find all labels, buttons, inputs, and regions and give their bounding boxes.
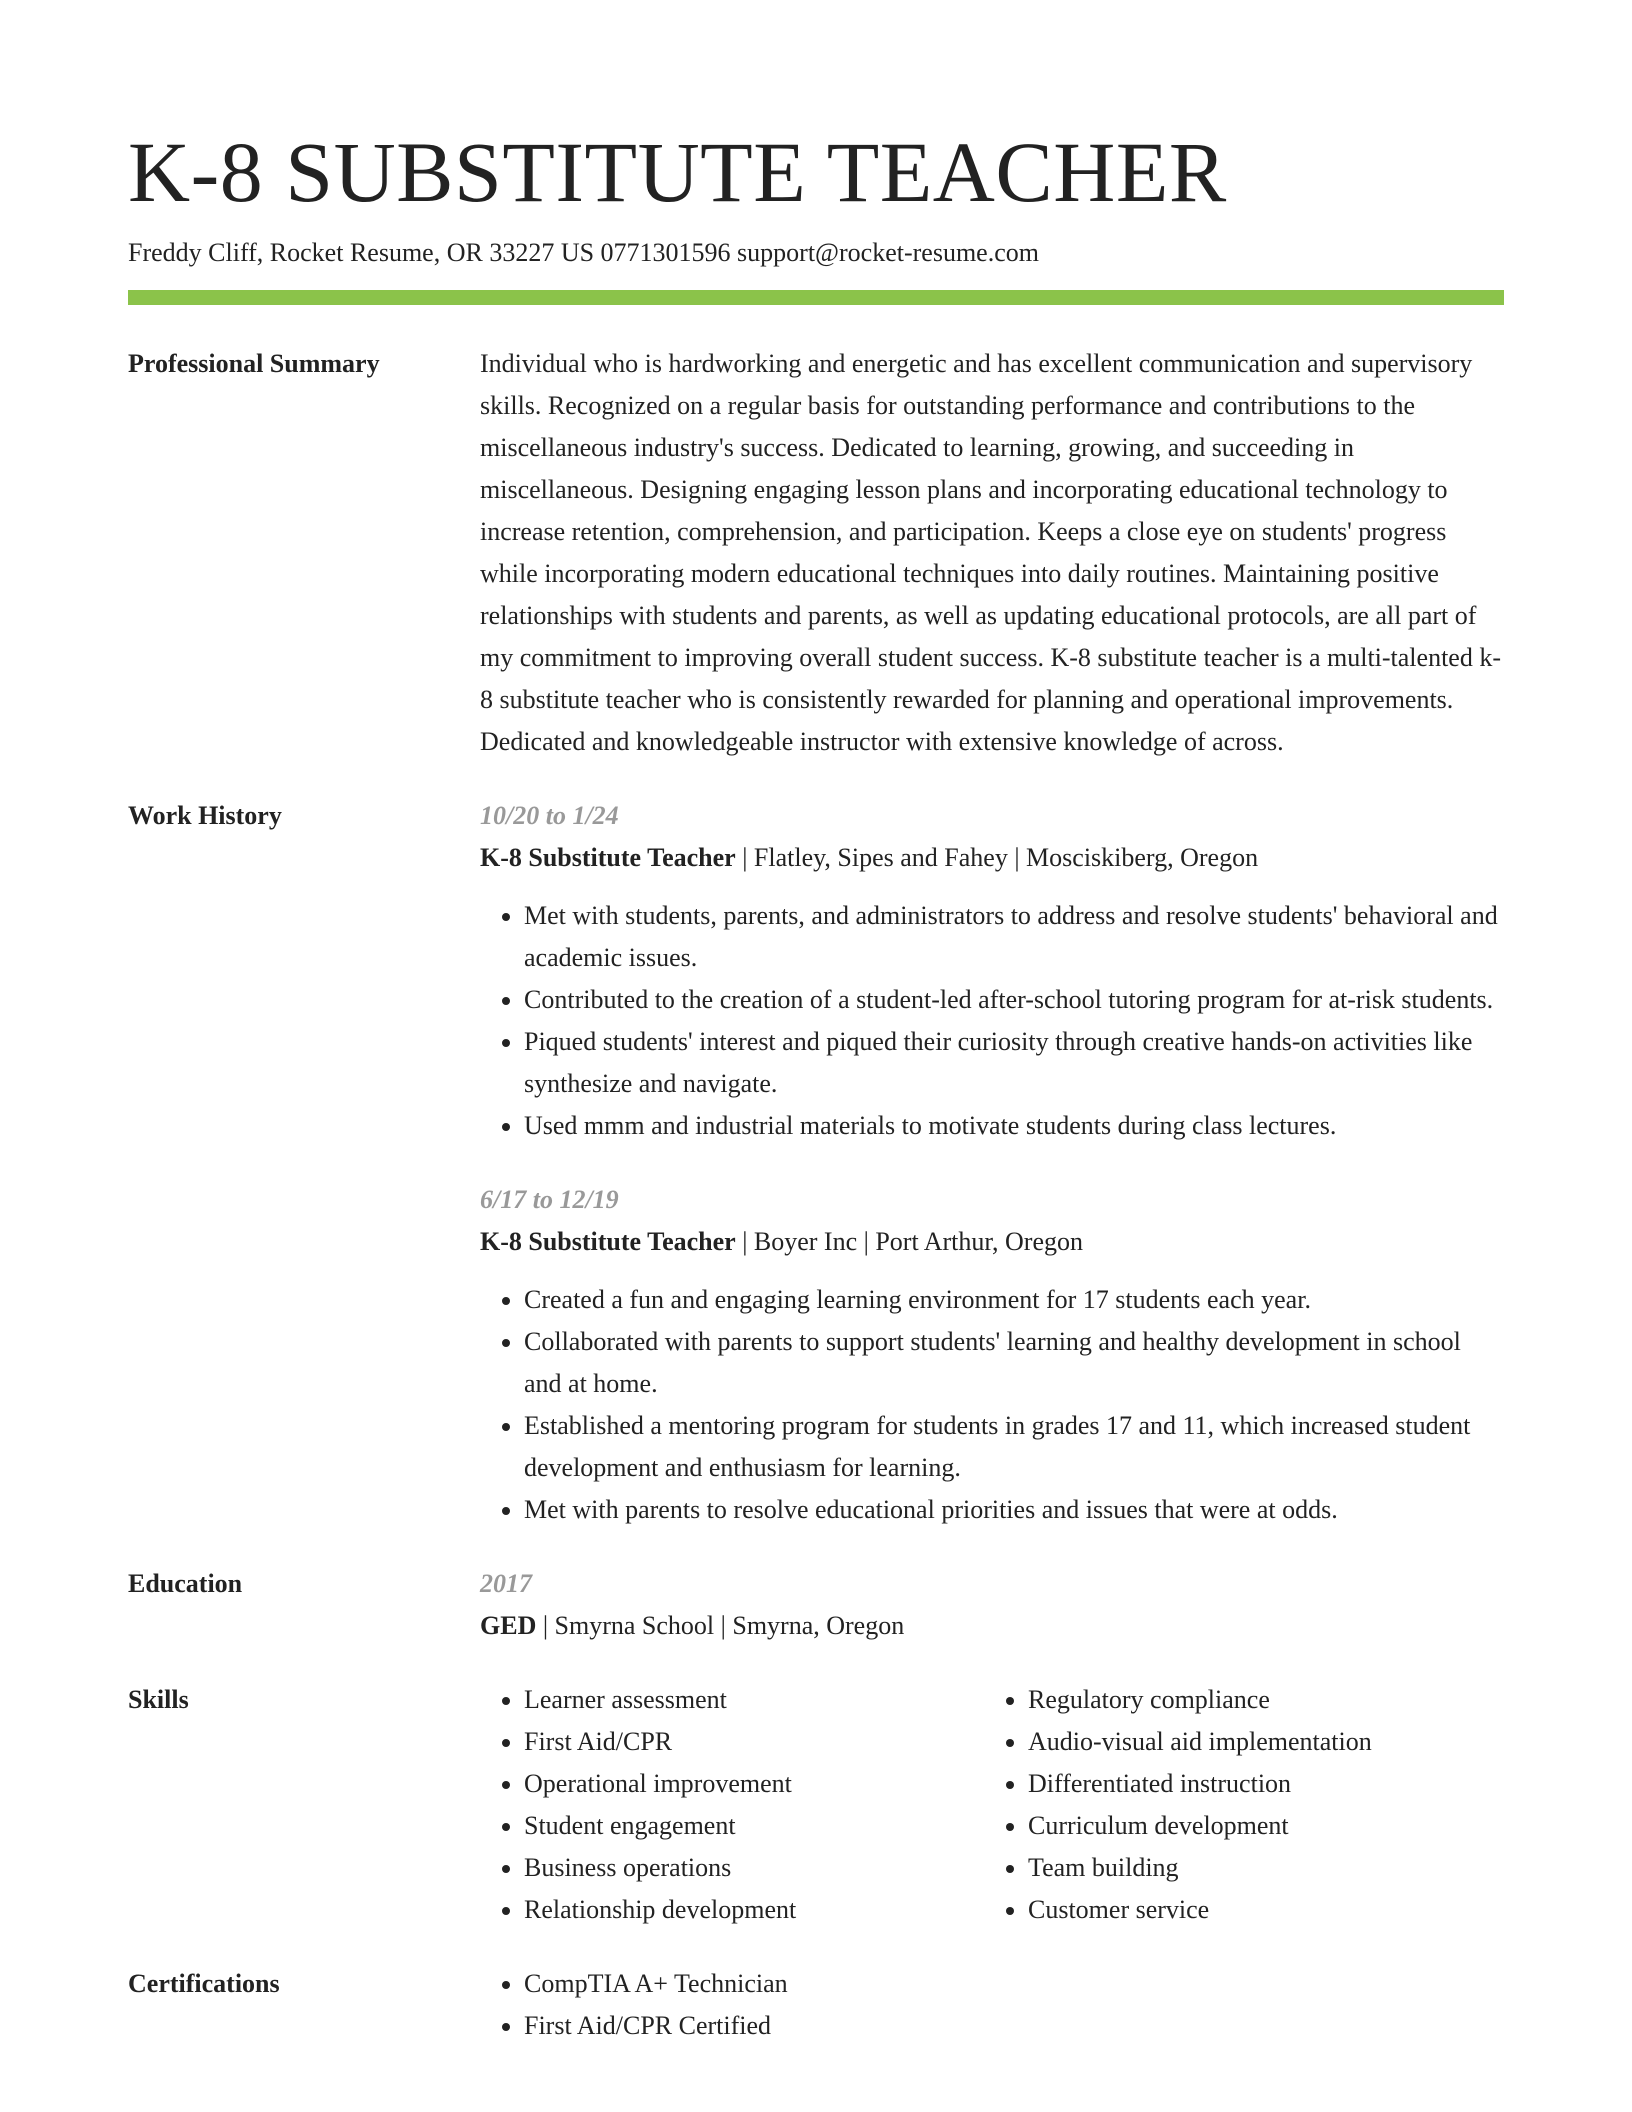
skill-item: • First Aid/CPR (524, 1721, 984, 1763)
certification-item: • First Aid/CPR Certified (524, 2005, 1504, 2047)
education-year: 2017 (480, 1569, 532, 1598)
job-details: | Flatley, Sipes and Fahey | Mosciskiberg, Oregon (735, 843, 1259, 872)
education-body (480, 1563, 1504, 1647)
skill-item: • Operational improvement (524, 1763, 984, 1805)
skill-item: • Student engagement (524, 1805, 984, 1847)
skills-list-right (984, 1679, 1488, 1931)
summary-text: Individual who is hardworking and energetic and has excellent communication and supervisory skills. Recognized on a regular basis for outstanding performance and contributions to the miscellaneous industry's success. Dedicated to learning, growing, and succeeding in miscellaneous. Designing engaging lesson plans and incorporating educational technology to increase retention, comprehension, and participation. Keeps a close eye on students' progress while incorporating modern educational techniques into daily routines. Maintaining positive relationships with students and parents, as well as updating educational protocols, are all part of my commitment to improving overall student success. K-8 substitute teacher is a multi-talented k-8 substitute teacher who is consistently rewarded for planning and operational improvements. Dedicated and knowledgeable instructor with extensive knowledge of across. (480, 349, 1501, 756)
job-bullet: • Established a mentoring program for students in grades 17 and 11, which increased student development and enthusiasm for learning. (524, 1405, 1504, 1489)
skill-item: • Curriculum development (1028, 1805, 1488, 1847)
job-details: | Boyer Inc | Port Arthur, Oregon (735, 1227, 1083, 1256)
job-heading (480, 837, 1504, 879)
certifications-list (480, 1963, 1504, 2047)
job-bullet: • Contributed to the creation of a student-led after-school tutoring program for at-risk students. (524, 979, 1504, 1021)
job-entry (480, 1179, 1504, 1531)
job-dates: 6/17 to 12/19 (480, 1185, 619, 1214)
job-dates: 10/20 to 1/24 (480, 801, 619, 830)
education-heading (480, 1605, 1504, 1647)
section-label-education: Education (128, 1569, 243, 1598)
skill-item: • Customer service (1028, 1889, 1488, 1931)
job-bullet: • Used mmm and industrial materials to motivate students during class lectures. (524, 1105, 1504, 1147)
section-label-summary: Professional Summary (128, 349, 380, 378)
summary-body (480, 343, 1504, 763)
job-bullet: • Met with parents to resolve educational priorities and issues that were at odds. (524, 1489, 1504, 1531)
job-bullet: • Met with students, parents, and administrators to address and resolve students' behavioral and academic issues. (524, 895, 1504, 979)
job-title: K-8 Substitute Teacher (480, 843, 736, 872)
job-bullet: • Piqued students' interest and piqued their curiosity through creative hands-on activities like synthesize and navigate. (524, 1021, 1504, 1105)
section-label-work-history: Work History (128, 801, 282, 830)
accent-divider (128, 290, 1504, 305)
section-label-certifications: Certifications (128, 1969, 280, 1998)
resume-page (128, 0, 1504, 2047)
contact-line: Freddy Cliff, Rocket Resume, OR 33227 US 0771301596 support@rocket-resume.com (128, 238, 1039, 267)
skill-item: • Learner assessment (524, 1679, 984, 1721)
skill-item: • Business operations (524, 1847, 984, 1889)
education-degree: GED (480, 1611, 537, 1640)
summary-section (128, 343, 1504, 763)
skill-item: • Team building (1028, 1847, 1488, 1889)
certifications-body (480, 1963, 1504, 2047)
job-heading (480, 1221, 1504, 1263)
skill-item: • Differentiated instruction (1028, 1763, 1488, 1805)
job-entry (480, 795, 1504, 1147)
skills-section (128, 1679, 1504, 1931)
skill-item: • Relationship development (524, 1889, 984, 1931)
skills-body (480, 1679, 1504, 1931)
certifications-section (128, 1963, 1504, 2047)
resume-title: K-8 SUBSTITUTE TEACHER (128, 124, 1227, 220)
job-bullets (480, 1279, 1504, 1531)
education-section (128, 1563, 1504, 1647)
skill-item: • Audio-visual aid implementation (1028, 1721, 1488, 1763)
skills-list-left (480, 1679, 984, 1931)
education-details: | Smyrna School | Smyrna, Oregon (536, 1611, 905, 1640)
job-bullets (480, 895, 1504, 1147)
work-history-section (128, 795, 1504, 1531)
skill-item: • Regulatory compliance (1028, 1679, 1488, 1721)
job-bullet: • Created a fun and engaging learning environment for 17 students each year. (524, 1279, 1504, 1321)
job-bullet: • Collaborated with parents to support students' learning and healthy development in school and at home. (524, 1321, 1504, 1405)
section-label-skills: Skills (128, 1685, 189, 1714)
job-title: K-8 Substitute Teacher (480, 1227, 736, 1256)
work-history-body (480, 795, 1504, 1531)
certification-item: • CompTIA A+ Technician (524, 1963, 1504, 2005)
